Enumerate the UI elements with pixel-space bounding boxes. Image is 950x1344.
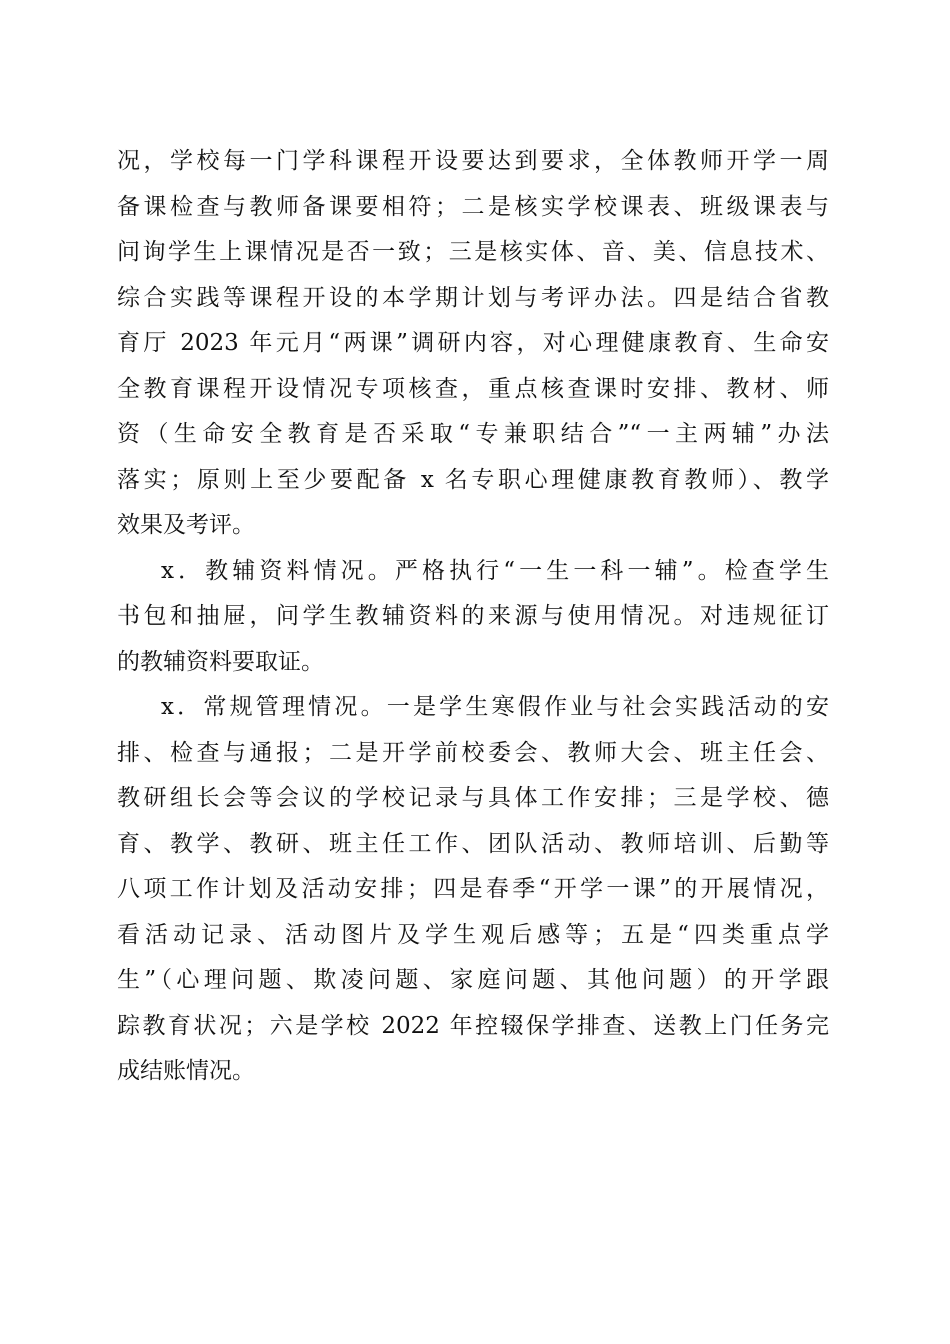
text-line: 踪教育状况；六是学校 2022 年控辍保学排查、送教上门任务完 bbox=[117, 1012, 829, 1039]
paragraph-curriculum-check bbox=[117, 139, 829, 549]
text-line: 备课检查与教师备课要相符；二是核实学校课表、班级课表与 bbox=[117, 193, 829, 220]
text-line: 教研组长会等会议的学校记录与具体工作安排；三是学校、德 bbox=[117, 785, 829, 811]
text-line: 落实；原则上至少要配备 x 名专职心理健康教育教师）、教学 bbox=[117, 466, 829, 493]
text-line: 八项工作计划及活动安排；四是春季“开学一课”的开展情况， bbox=[117, 876, 829, 902]
text-line: 资（生命安全教育是否采取“专兼职结合”“一主两辅”办法 bbox=[117, 421, 829, 447]
text-line: x．教辅资料情况。严格执行“一生一科一辅”。检查学生 bbox=[161, 557, 829, 584]
text-line: 成结账情况。 bbox=[117, 1058, 255, 1084]
paragraph-routine-management bbox=[117, 685, 829, 1095]
text-line: 育、教学、教研、班主任工作、团队活动、教师培训、后勤等 bbox=[117, 830, 829, 857]
text-line: 全教育课程开设情况专项核查，重点核查课时安排、教材、师 bbox=[117, 375, 829, 402]
text-line: 问询学生上课情况是否一致；三是核实体、音、美、信息技术、 bbox=[117, 239, 829, 265]
paragraph-teaching-materials bbox=[117, 549, 829, 686]
text-line: 的教辅资料要取证。 bbox=[117, 648, 324, 675]
text-line: x．常规管理情况。一是学生寒假作业与社会实践活动的安 bbox=[161, 694, 829, 720]
text-line: 生”（心理问题、欺凌问题、家庭问题、其他问题）的开学跟 bbox=[117, 967, 829, 993]
text-line: 书包和抽屉，问学生教辅资料的来源与使用情况。对违规征订 bbox=[117, 603, 829, 629]
document-body bbox=[117, 139, 829, 1095]
text-line: 排、检查与通报；二是开学前校委会、教师大会、班主任会、 bbox=[117, 739, 829, 766]
text-line: 育厅 2023 年元月“两课”调研内容，对心理健康教育、生命安 bbox=[117, 330, 829, 356]
text-line: 看活动记录、活动图片及学生观后感等；五是“四类重点学 bbox=[117, 921, 829, 948]
text-line: 综合实践等课程开设的本学期计划与考评办法。四是结合省教 bbox=[117, 284, 829, 311]
text-line: 效果及考评。 bbox=[117, 512, 255, 538]
text-line: 况，学校每一门学科课程开设要达到要求，全体教师开学一周 bbox=[117, 148, 829, 174]
